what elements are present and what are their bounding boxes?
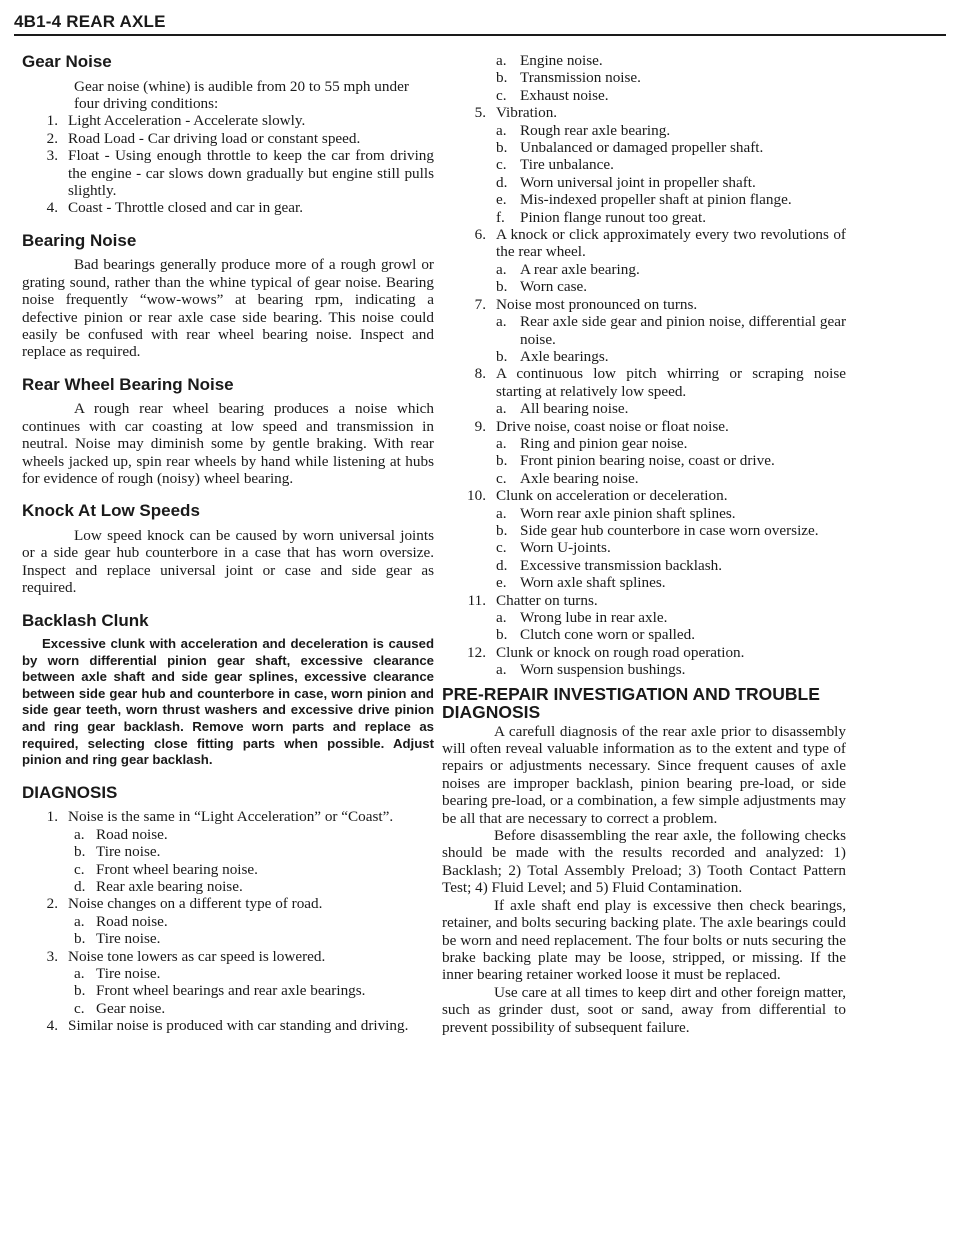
item-number: 8. <box>474 365 486 383</box>
sub-letter: a. <box>496 434 507 452</box>
left-column <box>22 52 434 1049</box>
sub-letter: e. <box>496 574 507 592</box>
prerepair-paragraph-3: If axle shaft end play is excessive then check bearings, retainer, and bolts securing backing plate. The axle bearings could be worn and need replacement. The four bolts or nuts securing the brake backing plate may be loose, stripped, or missing. If the inner bearing retainer worked loose it must be replaced. <box>442 896 846 984</box>
sub-item <box>442 505 846 522</box>
sub-text: Worn case. <box>520 278 588 296</box>
sub-text: Exhaust noise. <box>520 86 609 104</box>
knock-heading: Knock At Low Speeds <box>22 501 200 521</box>
diagnosis-section <box>22 783 434 1035</box>
sub-letter: a. <box>496 52 507 69</box>
item-number: 10. <box>467 487 486 505</box>
list-item <box>22 130 434 147</box>
sub-letter: d. <box>496 556 508 574</box>
sub-text: Worn universal joint in propeller shaft. <box>520 173 756 191</box>
sub-letter: a. <box>496 661 507 679</box>
sub-text: Engine noise. <box>520 52 603 69</box>
sub-item <box>442 470 846 487</box>
item-number: 7. <box>474 295 486 313</box>
sub-item <box>442 209 846 226</box>
list-item <box>22 895 434 912</box>
sub-text: Axle bearings. <box>520 347 609 365</box>
item-text: Float - Using enough throttle to keep the car from driving the engine - car slows down gradually but engine still pulls slightly. <box>68 147 434 199</box>
item-number: 1. <box>46 808 58 826</box>
list-item <box>22 808 434 825</box>
sub-text: Gear noise. <box>96 999 166 1017</box>
sub-item <box>22 982 434 999</box>
item-number: 6. <box>474 226 486 244</box>
item-number: 3. <box>46 947 58 965</box>
sub-item <box>22 826 434 843</box>
sub-text: All bearing noise. <box>520 400 629 418</box>
sub-text: Front pinion bearing noise, coast or drive. <box>520 452 775 470</box>
sub-letter: a. <box>74 965 85 983</box>
sub-letter: a. <box>496 121 507 139</box>
sub-text: Pinion flange runout too great. <box>520 208 707 226</box>
sub-item <box>442 539 846 556</box>
rear-wheel-bearing-body: A rough rear wheel bearing produces a noise which continues with car coasting at low speed and transmission in neutral. Noise may diminish some by gentle braking. With rear wheels jacked up, spin rear wheels by hand while listening at hubs for evidence of rough (noisy) wheel bearing. <box>22 400 434 487</box>
right-column <box>442 52 846 1036</box>
sub-letter: c. <box>496 156 507 174</box>
sub-text: Tire unbalance. <box>520 156 614 174</box>
sub-letter: b. <box>496 69 508 87</box>
sub-text: Worn rear axle pinion shaft splines. <box>520 504 736 522</box>
sub-text: Tire noise. <box>96 930 161 948</box>
page-title: 4B1-4 REAR AXLE <box>14 12 166 31</box>
prerepair-paragraph-4: Use care at all times to keep dirt and other foreign matter, such as grinder dust, soot or sand, away from differential to prevent possibility of subsequent failure. <box>442 983 846 1036</box>
sub-item <box>442 661 846 678</box>
item-number: 11. <box>467 591 486 609</box>
sub-item <box>442 278 846 295</box>
item-text: Light Acceleration - Accelerate slowly. <box>68 112 306 130</box>
sub-item <box>442 69 846 86</box>
backlash-heading: Backlash Clunk <box>22 610 149 630</box>
sub-item <box>442 52 846 69</box>
sub-letter: c. <box>496 539 507 557</box>
sub-text: Front wheel bearing noise. <box>96 860 258 878</box>
item-text: Clunk or knock on rough road operation. <box>496 643 745 661</box>
page-header <box>14 12 946 36</box>
item-number: 4. <box>46 1017 58 1035</box>
sub-item <box>442 574 846 591</box>
list-item <box>22 147 434 199</box>
sub-letter: b. <box>496 278 508 296</box>
sub-item <box>22 1000 434 1017</box>
knock-body: Low speed knock can be caused by worn universal joints or a side gear hub counterbore in a case that has worn oversize. Inspect and replace universal joint or case and side gear as required. <box>22 526 434 597</box>
list-item <box>442 104 846 121</box>
sub-text: Worn suspension bushings. <box>520 661 686 679</box>
list-item <box>442 644 846 661</box>
sub-text: Side gear hub counterbore in case worn oversize. <box>520 521 819 539</box>
prerepair-paragraph-1: A carefull diagnosis of the rear axle prior to disassembly will often reveal valuable information as to the extent and type of repairs or adjustments necessary. Since frequent causes of axle noises are improper backlash, pinion bearing pre-load, or side bearing pre-load, or a combination, a few simple adjustments may be all that are necessary to correct a problem. <box>442 722 846 827</box>
sub-item <box>442 609 846 626</box>
item-text: Drive noise, coast noise or float noise. <box>496 417 729 435</box>
sub-item <box>442 522 846 539</box>
list-item <box>22 948 434 965</box>
item-text: Noise tone lowers as car speed is lowered. <box>68 947 326 965</box>
sub-text: Worn U-joints. <box>520 539 611 557</box>
sub-letter: b. <box>496 347 508 365</box>
list-item <box>22 1017 434 1034</box>
prerepair-paragraph-2: Before disassembling the rear axle, the following checks should be made with the results recorded and analyzed: 1) Backlash; 2) Total Assembly Preload; 3) Tooth Contact Pattern Test; 4) Fluid Level; and 5) Fluid Contamination. <box>442 827 846 897</box>
sub-text: Front wheel bearings and rear axle bearings. <box>96 982 366 1000</box>
item-text: Clunk on acceleration or deceleration. <box>496 487 728 505</box>
item-text: Noise is the same in “Light Acceleration” or “Coast”. <box>68 808 394 826</box>
list-item <box>442 487 846 504</box>
item-number: 3. <box>46 147 58 165</box>
sub-letter: b. <box>496 626 508 644</box>
sub-letter: a. <box>74 912 85 930</box>
item-number: 4. <box>46 199 58 217</box>
sub-item <box>22 843 434 860</box>
sub-item <box>442 174 846 191</box>
list-item <box>22 112 434 129</box>
sub-text: Unbalanced or damaged propeller shaft. <box>520 139 764 157</box>
prerepair-section <box>442 685 846 1036</box>
list-item <box>442 592 846 609</box>
sub-text: Axle bearing noise. <box>520 469 639 487</box>
sub-item <box>442 191 846 208</box>
item-number: 2. <box>46 895 58 913</box>
sub-text: A rear axle bearing. <box>520 260 640 278</box>
rear-wheel-bearing-section <box>22 375 434 488</box>
sub-letter: c. <box>74 999 85 1017</box>
sub-letter: a. <box>74 825 85 843</box>
sub-letter: e. <box>496 191 507 209</box>
sub-item <box>442 156 846 173</box>
sub-letter: a. <box>496 313 507 331</box>
sub-item <box>22 930 434 947</box>
gear-noise-section <box>22 52 434 217</box>
sub-item <box>22 861 434 878</box>
gear-noise-heading: Gear Noise <box>22 52 112 71</box>
sub-letter: b. <box>74 843 86 861</box>
knock-section <box>22 501 434 596</box>
sub-item <box>442 348 846 365</box>
sub-letter: d. <box>74 878 86 895</box>
sub-text: Mis-indexed propeller shaft at pinion flange. <box>520 191 792 209</box>
sub-text: Transmission noise. <box>520 69 641 87</box>
sub-item <box>22 878 434 895</box>
item-text: Coast - Throttle closed and car in gear. <box>68 199 304 217</box>
item-text: Noise changes on a different type of road. <box>68 895 323 913</box>
sub-letter: c. <box>496 86 507 104</box>
backlash-body: Excessive clunk with acceleration and deceleration is caused by worn differential pinion gear shaft, excessive clearance between axle shaft and side gear splines, excessive clearance between side gear hub and counterbore in case, worn pinion and side gear teeth, worn thrust washers and excessive drive pinion and ring gear backlash. Remove worn parts and replace as required, selecting close fitting parts when possible. Adjust pinion and ring gear backlash. <box>22 636 434 768</box>
sub-text: Clutch cone worn or spalled. <box>520 626 696 644</box>
sub-text: Road noise. <box>96 825 168 843</box>
item-number: 5. <box>474 104 486 122</box>
prerepair-heading: PRE-REPAIR INVESTIGATION AND TROUBLE DIAGNOSIS <box>442 683 820 722</box>
sub-item <box>22 913 434 930</box>
sub-letter: b. <box>496 521 508 539</box>
sub-text: Excessive transmission backlash. <box>520 556 723 574</box>
item-text: Road Load - Car driving load or constant speed. <box>68 129 361 147</box>
rear-wheel-bearing-heading: Rear Wheel Bearing Noise <box>22 374 234 394</box>
sub-text: Tire noise. <box>96 965 161 983</box>
sub-text: Tire noise. <box>96 843 161 861</box>
sub-item <box>442 261 846 278</box>
sub-item <box>442 626 846 643</box>
item-text: Vibration. <box>496 104 558 122</box>
item-text: Noise most pronounced on turns. <box>496 295 698 313</box>
diagnosis-heading: DIAGNOSIS <box>22 782 118 802</box>
sub-letter: a. <box>496 260 507 278</box>
sub-text: Worn axle shaft splines. <box>520 574 666 592</box>
sub-letter: c. <box>496 469 507 487</box>
item-number: 2. <box>46 129 58 147</box>
gear-noise-intro: Gear noise (whine) is audible from 20 to 55 mph under four driving conditions: <box>74 77 409 112</box>
sub-item <box>442 435 846 452</box>
sub-item <box>442 557 846 574</box>
item-text: A knock or click approximately every two revolutions of the rear wheel. <box>496 226 846 261</box>
list-item <box>442 418 846 435</box>
sub-item <box>442 313 846 348</box>
bearing-noise-heading: Bearing Noise <box>22 230 137 250</box>
item-number: 12. <box>467 643 486 661</box>
sub-letter: c. <box>74 860 85 878</box>
list-item <box>22 199 434 216</box>
sub-item <box>442 400 846 417</box>
sub-letter: f. <box>496 208 505 226</box>
sub-text: Rough rear axle bearing. <box>520 121 671 139</box>
sub-letter: b. <box>74 930 86 948</box>
item-number: 9. <box>474 417 486 435</box>
sub-item <box>22 965 434 982</box>
list-item <box>442 226 846 261</box>
sub-item <box>442 122 846 139</box>
sub-letter: a. <box>496 504 507 522</box>
sub-text: Rear axle bearing noise. <box>96 878 243 895</box>
sub-item <box>442 139 846 156</box>
sub-text: Rear axle side gear and pinion noise, differential gear noise. <box>520 313 846 348</box>
sub-text: Wrong lube in rear axle. <box>520 609 668 626</box>
sub-letter: b. <box>496 139 508 157</box>
sub-text: Ring and pinion gear noise. <box>520 434 688 452</box>
sub-text: Road noise. <box>96 912 168 930</box>
item-text: Similar noise is produced with car standing and driving. <box>68 1017 409 1035</box>
sub-letter: b. <box>74 982 86 1000</box>
sub-letter: a. <box>496 609 507 626</box>
item-number: 1. <box>46 112 58 130</box>
backlash-section <box>22 611 434 769</box>
item-text: A continuous low pitch whirring or scraping noise starting at relatively low speed. <box>496 365 846 400</box>
bearing-noise-body: Bad bearings generally produce more of a rough growl or grating sound, rather than the whine typical of gear noise. Bearing noise frequently “wow-wows” at bearing rpm, indicating a defective pinion or rear axle case side bearing. This noise could easily be confused with rear wheel bearing noise. Inspect and replace as required. <box>22 256 434 361</box>
sub-letter: b. <box>496 452 508 470</box>
bearing-noise-section <box>22 231 434 361</box>
sub-letter: d. <box>496 173 508 191</box>
sub-item <box>442 87 846 104</box>
list-item <box>442 365 846 400</box>
sub-item <box>442 452 846 469</box>
item-text: Chatter on turns. <box>496 591 598 609</box>
sub-letter: a. <box>496 400 507 418</box>
list-item <box>442 296 846 313</box>
